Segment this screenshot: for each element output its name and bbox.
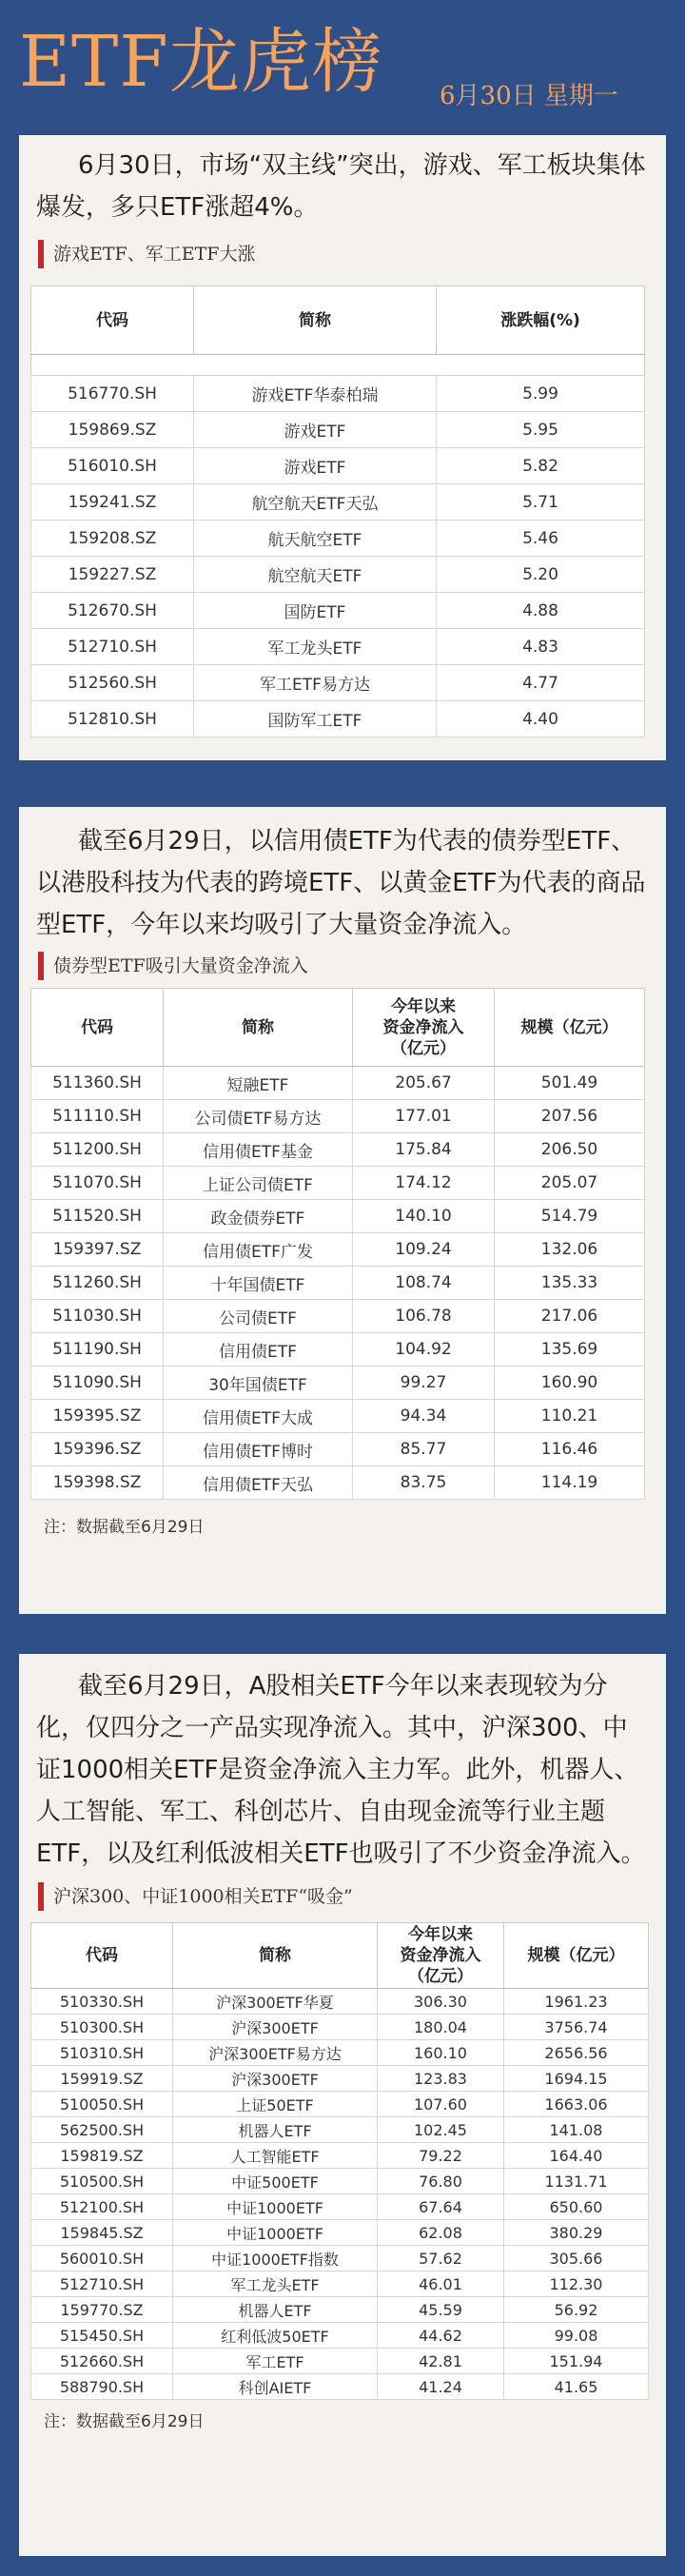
table-cell: 159819.SZ: [31, 2143, 173, 2169]
table-row: [31, 2323, 649, 2349]
table-cell: 207.56: [495, 1100, 645, 1133]
table-cell: 588790.SH: [31, 2374, 173, 2400]
table-row: [31, 2271, 649, 2297]
table-cell: 1694.15: [504, 2066, 649, 2092]
table-cell: 562500.SH: [31, 2117, 173, 2143]
table-cell: 160.90: [495, 1367, 645, 1400]
table-cell: 516010.SH: [31, 448, 194, 484]
table-cell: 102.45: [378, 2117, 504, 2143]
table-cell: 5.99: [437, 376, 645, 412]
table-cell: 159396.SZ: [31, 1433, 164, 1466]
table-row: [31, 1367, 645, 1400]
table-cell: 560010.SH: [31, 2246, 173, 2271]
table-row: [31, 521, 645, 557]
column-header: 简称: [164, 989, 353, 1067]
table-cell: 160.10: [378, 2040, 504, 2066]
table-cell: 中证1000ETF: [173, 2220, 378, 2246]
table-cell: 511110.SH: [31, 1100, 164, 1133]
table-cell: 2656.56: [504, 2040, 649, 2066]
table-a-share-inflow: [30, 1922, 649, 2400]
table-cell: 511070.SH: [31, 1167, 164, 1200]
table-row: [31, 1267, 645, 1300]
table-cell: 上证公司债ETF: [164, 1167, 353, 1200]
table-row: [31, 1100, 645, 1133]
table-cell: 512100.SH: [31, 2194, 173, 2220]
table-cell: 151.94: [504, 2349, 649, 2374]
table-row: [31, 701, 645, 737]
table-row: [31, 1233, 645, 1267]
table-cell: 信用债ETF天弘: [164, 1466, 353, 1500]
table-cell: 306.30: [378, 1989, 504, 2015]
table-cell: 中证1000ETF: [173, 2194, 378, 2220]
table-cell: 军工ETF: [173, 2349, 378, 2374]
table-cell: 5.82: [437, 448, 645, 484]
table-cell: 135.69: [495, 1333, 645, 1367]
table-cell: 沪深300ETF华夏: [173, 1989, 378, 2015]
table-cell: 135.33: [495, 1267, 645, 1300]
table-cell: 76.80: [378, 2169, 504, 2194]
table-cell: 511360.SH: [31, 1067, 164, 1100]
column-header: 代码: [31, 286, 194, 355]
table-cell: 112.30: [504, 2271, 649, 2297]
table-row: [31, 1466, 645, 1500]
table-cell: 44.62: [378, 2323, 504, 2349]
table-cell: 159919.SZ: [31, 2066, 173, 2092]
table-cell: 159869.SZ: [31, 412, 194, 448]
table-cell: 1131.71: [504, 2169, 649, 2194]
table-cell: 游戏ETF: [194, 448, 437, 484]
table-cell: 沪深300ETF易方达: [173, 2040, 378, 2066]
table-cell: 159395.SZ: [31, 1400, 164, 1433]
table-row: [31, 2015, 649, 2040]
data-note: 注：数据截至6月29日: [44, 1518, 205, 1537]
table-cell: 85.77: [353, 1433, 495, 1466]
brand-title: ETF龙虎榜: [19, 21, 383, 103]
column-header: 代码: [31, 989, 164, 1067]
table-cell: 中证500ETF: [173, 2169, 378, 2194]
table-cell: 305.66: [504, 2246, 649, 2271]
paragraph: 6月30日，市场“双主线”突出，游戏、军工板块集体爆发，多只ETF涨超4%。: [36, 151, 646, 222]
paragraph: 截至6月29日，A股相关ETF今年以来表现较为分化，仅四分之一产品实现净流入。其中，沪深300、中证1000相关ETF是资金净流入主力军。此外，机器人、人工智能、军工、科创芯片、自由现金流等行业主题ETF，以及红利低波相关ETF也吸引了不少资金净流入。: [36, 1672, 646, 1868]
table-cell: 国防ETF: [194, 593, 437, 629]
table-cell: 107.60: [378, 2092, 504, 2117]
table-cell: 132.06: [495, 1233, 645, 1267]
table-game-military: [30, 285, 645, 737]
table-cell: 4.40: [437, 701, 645, 737]
table-cell: 99.27: [353, 1367, 495, 1400]
table-cell: 116.46: [495, 1433, 645, 1466]
table-row: [31, 1133, 645, 1167]
table-cell: 5.71: [437, 484, 645, 521]
table-cell: 108.74: [353, 1267, 495, 1300]
table-cell: 174.12: [353, 1167, 495, 1200]
table-cell: 5.95: [437, 412, 645, 448]
table-cell: 164.40: [504, 2143, 649, 2169]
table-cell: 512710.SH: [31, 629, 194, 665]
table-cell: 501.49: [495, 1067, 645, 1100]
table-cell: 沪深300ETF: [173, 2015, 378, 2040]
table-cell: 510330.SH: [31, 1989, 173, 2015]
table-row: [31, 629, 645, 665]
table-cell: 机器人ETF: [173, 2117, 378, 2143]
table-row: [31, 593, 645, 629]
table-row: [31, 1433, 645, 1466]
column-header: 今年以来 资金净流入 （亿元）: [353, 989, 495, 1067]
table-cell: 公司债ETF易方达: [164, 1100, 353, 1133]
date-label: 6月30日 星期一: [440, 82, 618, 110]
table-cell: 机器人ETF: [173, 2297, 378, 2323]
table-cell: 512560.SH: [31, 665, 194, 701]
table-row: [31, 448, 645, 484]
table-row: [31, 665, 645, 701]
table-cell: 514.79: [495, 1200, 645, 1233]
table-cell: 游戏ETF: [194, 412, 437, 448]
card-bond-inflow: [19, 807, 666, 1614]
table-cell: 94.34: [353, 1400, 495, 1433]
subtitle: 沪深300、中证1000相关ETF“吸金”: [38, 1880, 666, 1913]
table-cell: 512710.SH: [31, 2271, 173, 2297]
column-header: 简称: [173, 1923, 378, 1989]
card-game-military: [19, 135, 666, 760]
table-row: [31, 2092, 649, 2117]
subtitle: 游戏ETF、军工ETF大涨: [38, 238, 666, 270]
table-cell: 67.64: [378, 2194, 504, 2220]
table-cell: 航空航天ETF天弘: [194, 484, 437, 521]
table-cell: 205.67: [353, 1067, 495, 1100]
table-cell: 4.88: [437, 593, 645, 629]
table-cell: 180.04: [378, 2015, 504, 2040]
table-row: [31, 2169, 649, 2194]
table-cell: 4.77: [437, 665, 645, 701]
table-cell: 83.75: [353, 1466, 495, 1500]
table-cell: 航天航空ETF: [194, 521, 437, 557]
header-banner: [0, 0, 685, 133]
table-cell: 140.10: [353, 1200, 495, 1233]
table-cell: 205.07: [495, 1167, 645, 1200]
table-cell: 177.01: [353, 1100, 495, 1133]
table-cell: 军工ETF易方达: [194, 665, 437, 701]
table-cell: 650.60: [504, 2194, 649, 2220]
table-row: [31, 2297, 649, 2323]
table-cell: 159241.SZ: [31, 484, 194, 521]
column-header: 涨跌幅(%): [437, 286, 645, 355]
column-header: 今年以来 资金净流入 （亿元）: [378, 1923, 504, 1989]
table-cell: 政金债券ETF: [164, 1200, 353, 1233]
table-cell: 信用债ETF大成: [164, 1400, 353, 1433]
table-row: [31, 2246, 649, 2271]
table-row: [31, 484, 645, 521]
column-header: 规模（亿元）: [495, 989, 645, 1067]
subtitle: 债券型ETF吸引大量资金净流入: [38, 950, 666, 982]
table-cell: 380.29: [504, 2220, 649, 2246]
table-row: [31, 2066, 649, 2092]
table-row: [31, 1400, 645, 1433]
table-cell: 512660.SH: [31, 2349, 173, 2374]
table-row: [31, 1167, 645, 1200]
table-cell: 511200.SH: [31, 1133, 164, 1167]
table-cell: 1663.06: [504, 2092, 649, 2117]
column-header: 规模（亿元）: [504, 1923, 649, 1989]
table-row: [31, 1989, 649, 2015]
table-row: [31, 2143, 649, 2169]
table-row: [31, 1300, 645, 1333]
table-cell: 206.50: [495, 1133, 645, 1167]
table-cell: 99.08: [504, 2323, 649, 2349]
table-cell: 515450.SH: [31, 2323, 173, 2349]
table-cell: 159845.SZ: [31, 2220, 173, 2246]
table-cell: 114.19: [495, 1466, 645, 1500]
table-cell: 510050.SH: [31, 2092, 173, 2117]
table-row: [31, 557, 645, 593]
paragraph: 截至6月29日，以信用债ETF为代表的债券型ETF、以港股科技为代表的跨境ETF、以黄金ETF为代表的商品型ETF，今年以来均吸引了大量资金净流入。: [36, 827, 646, 939]
table-cell: 141.08: [504, 2117, 649, 2143]
table-cell: 公司债ETF: [164, 1300, 353, 1333]
table-cell: 109.24: [353, 1233, 495, 1267]
table-cell: 42.81: [378, 2349, 504, 2374]
table-row: [31, 2194, 649, 2220]
table-cell: 57.62: [378, 2246, 504, 2271]
table-row: [31, 412, 645, 448]
column-header: 代码: [31, 1923, 173, 1989]
table-cell: 62.08: [378, 2220, 504, 2246]
table-cell: 十年国债ETF: [164, 1267, 353, 1300]
table-cell: 5.20: [437, 557, 645, 593]
table-cell: 41.65: [504, 2374, 649, 2400]
table-bond-inflow: [30, 988, 645, 1500]
table-cell: 军工龙头ETF: [173, 2271, 378, 2297]
table-row: [31, 376, 645, 412]
table-row: [31, 2040, 649, 2066]
table-row: [31, 2117, 649, 2143]
table-cell: 人工智能ETF: [173, 2143, 378, 2169]
table-cell: 41.24: [378, 2374, 504, 2400]
table-cell: 217.06: [495, 1300, 645, 1333]
table-cell: 红利低波50ETF: [173, 2323, 378, 2349]
table-row: [31, 1333, 645, 1367]
table-cell: 159398.SZ: [31, 1466, 164, 1500]
table-cell: 510300.SH: [31, 2015, 173, 2040]
table-cell: 79.22: [378, 2143, 504, 2169]
table-row: [31, 2374, 649, 2400]
table-cell: 511190.SH: [31, 1333, 164, 1367]
table-cell: 沪深300ETF: [173, 2066, 378, 2092]
table-cell: 511520.SH: [31, 1200, 164, 1233]
table-cell: 159770.SZ: [31, 2297, 173, 2323]
table-row: [31, 2349, 649, 2374]
table-cell: 46.01: [378, 2271, 504, 2297]
table-cell: 159227.SZ: [31, 557, 194, 593]
table-cell: 1961.23: [504, 1989, 649, 2015]
table-cell: 上证50ETF: [173, 2092, 378, 2117]
table-cell: 516770.SH: [31, 376, 194, 412]
table-cell: 512670.SH: [31, 593, 194, 629]
table-cell: 159397.SZ: [31, 1233, 164, 1267]
table-cell: 159208.SZ: [31, 521, 194, 557]
table-cell: 信用债ETF广发: [164, 1233, 353, 1267]
table-cell: 4.83: [437, 629, 645, 665]
table-cell: 511030.SH: [31, 1300, 164, 1333]
table-cell: 512810.SH: [31, 701, 194, 737]
column-header: 简称: [194, 286, 437, 355]
table-cell: 信用债ETF基金: [164, 1133, 353, 1167]
table-cell: 军工龙头ETF: [194, 629, 437, 665]
table-row: [31, 1067, 645, 1100]
table-cell: 511090.SH: [31, 1367, 164, 1400]
table-cell: 511260.SH: [31, 1267, 164, 1300]
table-row: [31, 1200, 645, 1233]
data-note: 注：数据截至6月29日: [44, 2412, 205, 2431]
table-cell: 30年国债ETF: [164, 1367, 353, 1400]
table-cell: 123.83: [378, 2066, 504, 2092]
table-cell: 信用债ETF: [164, 1333, 353, 1367]
table-cell: 短融ETF: [164, 1067, 353, 1100]
table-row: [31, 2220, 649, 2246]
card-a-share-inflow: [19, 1654, 666, 2556]
table-cell: 110.21: [495, 1400, 645, 1433]
table-cell: 510310.SH: [31, 2040, 173, 2066]
table-cell: 中证1000ETF指数: [173, 2246, 378, 2271]
table-cell: 510500.SH: [31, 2169, 173, 2194]
table-cell: 45.59: [378, 2297, 504, 2323]
table-cell: 3756.74: [504, 2015, 649, 2040]
table-cell: 航空航天ETF: [194, 557, 437, 593]
table-cell: 科创AIETF: [173, 2374, 378, 2400]
table-cell: 106.78: [353, 1300, 495, 1333]
table-cell: 5.46: [437, 521, 645, 557]
table-cell: 游戏ETF华泰柏瑞: [194, 376, 437, 412]
table-cell: 56.92: [504, 2297, 649, 2323]
table-cell: 国防军工ETF: [194, 701, 437, 737]
table-cell: 信用债ETF博时: [164, 1433, 353, 1466]
table-cell: 104.92: [353, 1333, 495, 1367]
table-cell: 175.84: [353, 1133, 495, 1167]
